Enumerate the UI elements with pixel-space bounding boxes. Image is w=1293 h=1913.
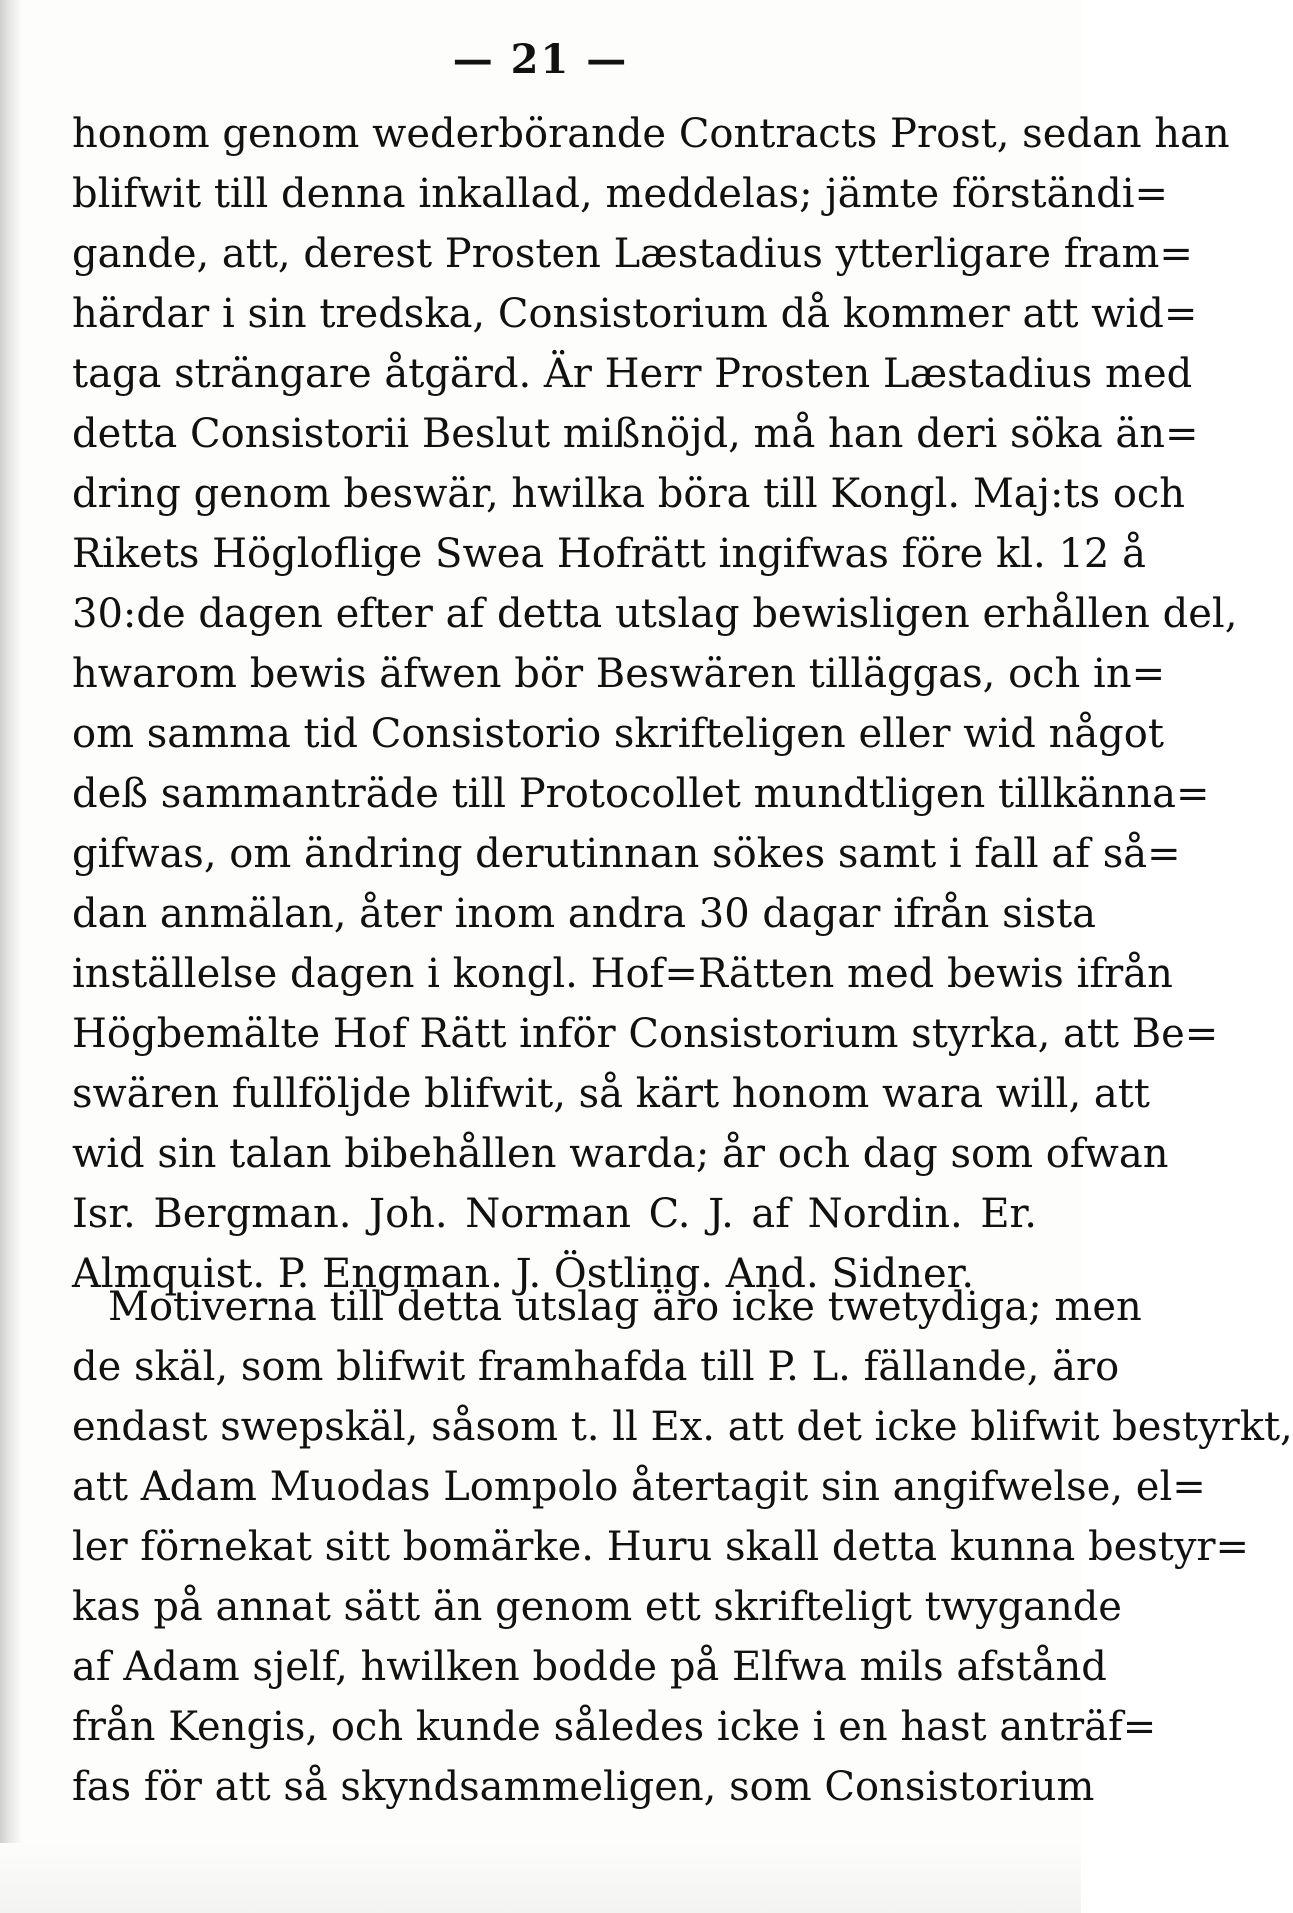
paragraph-consistory-decision	[72, 104, 1238, 1304]
text-line: ler förnekat sitt bomärke. Huru skall detta kunna bestyr=	[72, 1524, 1250, 1570]
text-line: från Kengis, och kunde således icke i en hast anträf=	[72, 1704, 1157, 1750]
text-line: härdar i sin tredska, Consistorium då kommer att wid=	[72, 291, 1198, 337]
text-line: de skäl, som blifwit framhafda till P. L. fällande, äro	[72, 1344, 1120, 1390]
text-line: gande, att, derest Prosten Læstadius ytterligare fram=	[72, 231, 1193, 277]
text-line: endast swepskäl, såsom t. ll Ex. att det icke blifwit bestyrkt,	[72, 1404, 1293, 1450]
text-line: honom genom wederbörande Contracts Prost, sedan han	[72, 111, 1230, 157]
text-line: af Adam sjelf, hwilken bodde på Elfwa mils afstånd	[72, 1644, 1107, 1690]
text-line: 30:de dagen efter af detta utslag bewisligen erhållen del,	[72, 591, 1238, 637]
text-line: swären fullföljde blifwit, så kärt honom wara will, att	[72, 1071, 1150, 1117]
text-line: dan anmälan, åter inom andra 30 dagar ifrån sista	[72, 891, 1096, 937]
page-binding-edge	[0, 0, 22, 1913]
paragraph-motives	[72, 1277, 1293, 1817]
page-number: — 21 —	[452, 36, 629, 83]
text-line: detta Consistorii Beslut mißnöjd, må han deri söka än=	[72, 411, 1199, 457]
text-line: om samma tid Consistorio skrifteligen eller wid något	[72, 711, 1164, 757]
text-line: inställelse dagen i kongl. Hof=Rätten med bewis ifrån	[72, 951, 1173, 997]
page-bottom-margin	[0, 1843, 1081, 1913]
signatories-line: Almquist. P. Engman. J. Östling. And. Sidner.	[72, 1251, 975, 1297]
text-line: taga strängare åtgärd. Är Herr Prosten Læstadius med	[72, 351, 1193, 397]
text-line: wid sin talan bibehållen warda; år och dag som ofwan	[72, 1131, 1169, 1177]
text-line: Rikets Högloflige Swea Hofrätt ingifwas före kl. 12 å	[72, 531, 1146, 577]
text-line: hwarom bewis äfwen bör Beswären tilläggas, och in=	[72, 651, 1166, 697]
text-line: blifwit till denna inkallad, meddelas; jämte förständi=	[72, 171, 1169, 217]
text-line: deß sammanträde till Protocollet mundtligen tillkänna=	[72, 771, 1210, 817]
text-line: fas för att så skyndsammeligen, som Consistorium	[72, 1764, 1095, 1810]
text-line: Motiverna till detta utslag äro icke twetydiga; men	[108, 1284, 1142, 1330]
text-line: dring genom beswär, hwilka böra till Kongl. Maj:ts och	[72, 471, 1186, 517]
text-line: Högbemälte Hof Rätt inför Consistorium styrka, att Be=	[72, 1011, 1219, 1057]
text-line: kas på annat sätt än genom ett skrifteligt twygande	[72, 1584, 1122, 1630]
text-line: att Adam Muodas Lompolo återtagit sin angifwelse, el=	[72, 1464, 1206, 1510]
text-line: gifwas, om ändring derutinnan sökes samt i fall af så=	[72, 831, 1181, 877]
signatories-line: Isr. Bergman. Joh. Norman C. J. af Nordin. Er.	[72, 1191, 1037, 1237]
